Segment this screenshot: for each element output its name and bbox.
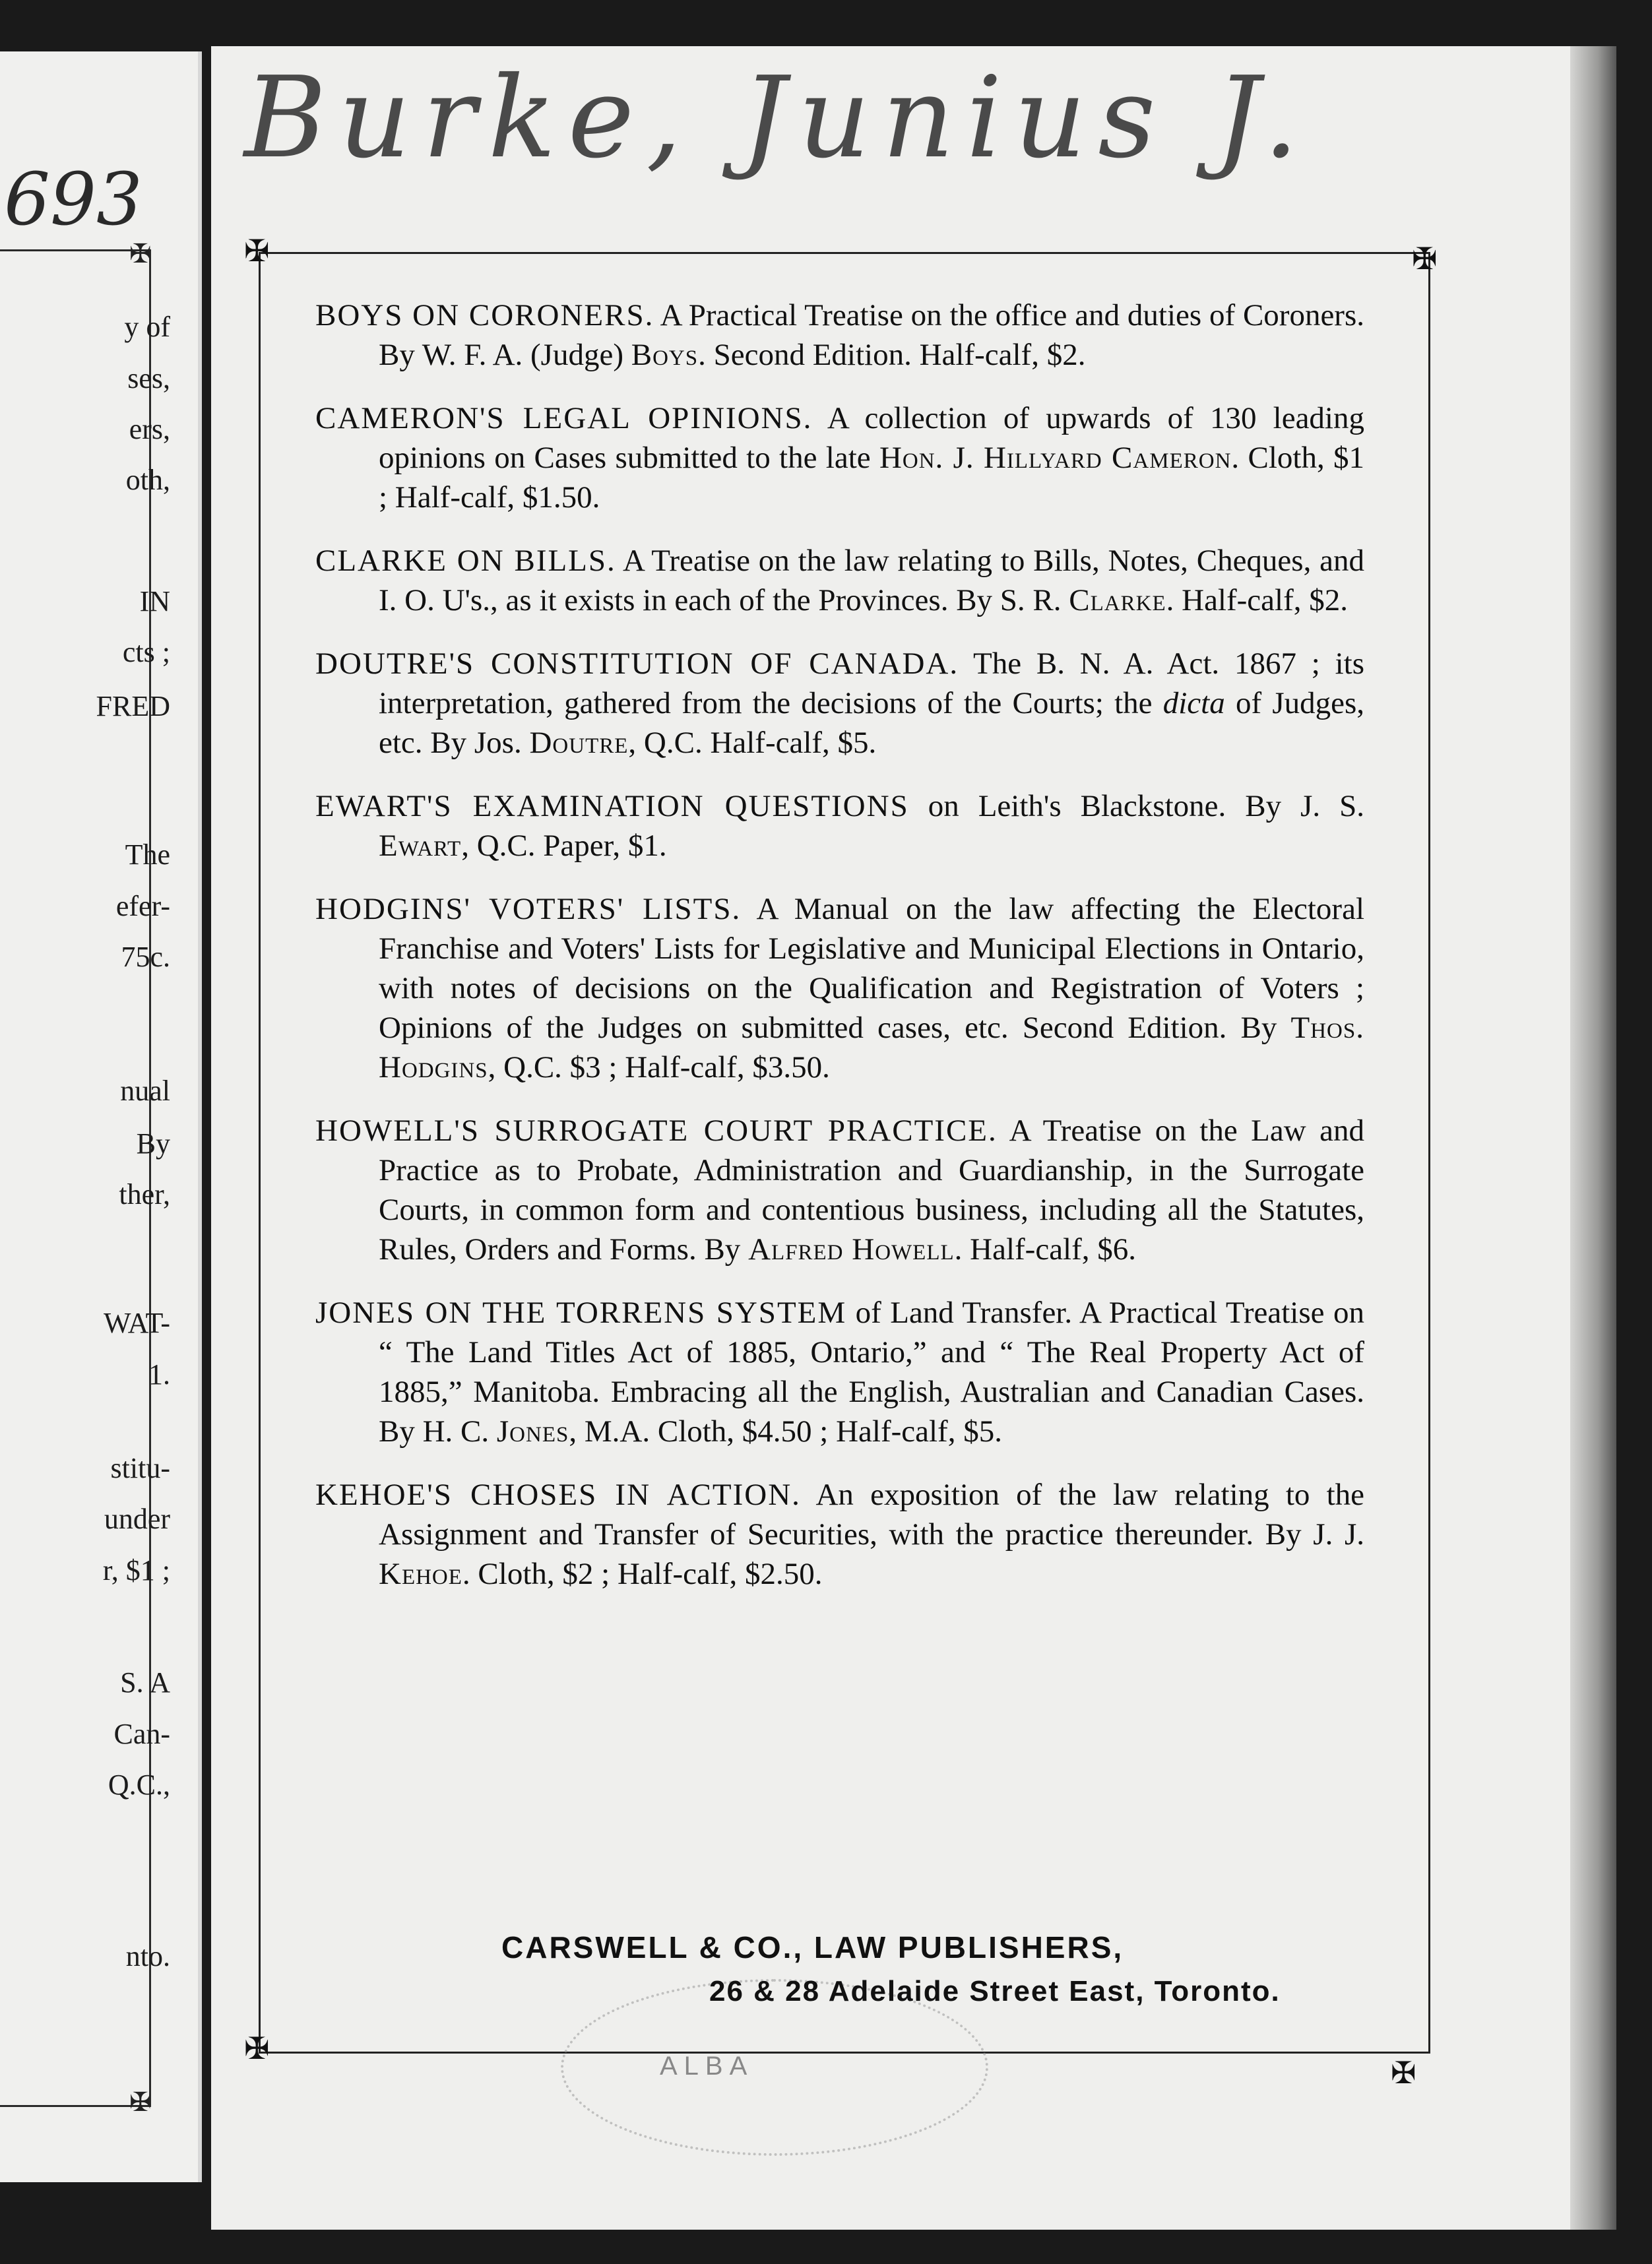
left-page-fragment: r, $1 ; (102, 1554, 170, 1587)
corner-ornament-icon: ✠ (129, 239, 152, 268)
left-page-fragment: 75c. (121, 941, 170, 973)
entry-price: . Half-calf, $6. (954, 1232, 1137, 1267)
entry-description: An exposition of the law relating to the Assignment and Transfer of Securities, with the practice thereunder. By J. J. (379, 1478, 1364, 1552)
left-page-fragment: 1. (148, 1358, 170, 1391)
left-page-fragment: Q.C., (108, 1769, 170, 1801)
left-page-fragment: The (125, 838, 170, 871)
entry-author: Doutre (529, 726, 629, 760)
entry-author: Ewart (379, 829, 462, 863)
entry-author: Kehoe (379, 1557, 462, 1591)
entry-description: of Judges, etc. By Jos. (379, 686, 1365, 760)
entry-author: Hon. J. Hillyard Cameron (879, 441, 1232, 475)
left-page-fragment: under (104, 1503, 170, 1535)
left-page-fragment: ses, (127, 362, 170, 394)
entry-price: . Cloth, $2 ; Half-calf, $2.50. (462, 1557, 823, 1591)
corner-ornament-icon: ✠ (244, 234, 270, 268)
left-page-fragment: S. A (120, 1666, 170, 1699)
left-page-fragment: ther, (119, 1178, 170, 1211)
catalog-entry (315, 889, 1364, 1087)
publisher-name: CARSWELL & CO., LAW PUBLISHERS, (501, 1930, 1124, 1965)
left-page-fragment: WAT- (103, 1307, 170, 1339)
left-page-fragment: y of (124, 311, 170, 343)
catalog-entry (315, 296, 1364, 375)
entry-price: . Half-calf, $2. (1166, 583, 1348, 617)
entry-author: Clarke (1069, 583, 1166, 617)
entry-title: HOWELL'S SURROGATE COURT PRACTICE. (315, 1114, 998, 1148)
catalog-entry (315, 644, 1364, 763)
entry-author: Boys (631, 338, 699, 372)
entry-title: JONES ON THE TORRENS SYSTEM (315, 1296, 847, 1330)
catalog-entry (315, 398, 1364, 517)
entry-description: on Leith's Blackstone. By J. S. (908, 789, 1365, 823)
left-page-fragment: IN (139, 585, 170, 617)
catalog-entry (315, 1475, 1364, 1594)
left-page-number: 693 (4, 157, 143, 241)
entry-price: , Q.C. $3 ; Half-calf, $3.50. (488, 1050, 830, 1085)
entry-author: Jones (496, 1414, 569, 1449)
left-page-fragment: efer- (115, 890, 170, 922)
entry-price: . Cloth, $1 ; Half-calf, $1.50. (379, 441, 1365, 515)
library-stamp-text: ALBA (660, 2052, 754, 2081)
left-page-fragment: ers, (129, 413, 170, 445)
entry-author: Thos. Hodgins (379, 1011, 1364, 1085)
left-page-fragment: oth, (125, 464, 170, 496)
entry-title: DOUTRE'S CONSTITUTION OF CANADA. (315, 646, 959, 681)
handwritten-signature: Burke, Junius J. (244, 53, 1311, 183)
left-page-fragment: nual (120, 1075, 170, 1107)
left-page-fragment: stitu- (110, 1452, 170, 1484)
corner-ornament-icon: ✠ (1412, 242, 1438, 276)
entry-title: KEHOE'S CHOSES IN ACTION. (315, 1478, 801, 1512)
page-edge-shadow (1570, 46, 1616, 2230)
publisher-address: 26 & 28 Adelaide Street East, Toronto. (709, 1975, 1281, 2007)
entry-description: of Land Transfer. A Practical Treatise on “ The Land Titles Act of 1885, Ontario,” and “ The Real Property Act of 1885,” Manitoba. Embracing all the English, Australian and Canadian Cases. By H. C. (379, 1296, 1364, 1449)
entry-description: A Treatise on the law relating to Bills, Notes, Cheques, and I. O. U's., as it exists in each of the Provinces. By S. R. (379, 544, 1364, 617)
entry-price: , Q.C. Paper, $1. (461, 829, 667, 863)
left-page-fragment: By (136, 1127, 170, 1160)
left-facing-page (0, 51, 202, 2182)
entry-description: A Treatise on the Law and Practice as to Probate, Administration and Guardianship, in the Surrogate Courts, in common form and contentious business, including all the Statutes, Rules, Orders and Forms. By (379, 1114, 1364, 1267)
left-page-fragment: nto. (125, 1940, 170, 1972)
entry-price: , M.A. Cloth, $4.50 ; Half-calf, $5. (569, 1414, 1002, 1449)
corner-ornament-icon: ✠ (244, 2032, 270, 2065)
corner-ornament-icon: ✠ (1391, 2056, 1416, 2090)
left-page-fragment: cts ; (122, 636, 170, 668)
entry-italic: dicta (1162, 686, 1225, 720)
entry-description: The B. N. A. Act. 1867 ; its interpretation, gathered from the decisions of the Courts; the (379, 646, 1365, 720)
corner-ornament-icon: ✠ (129, 2087, 152, 2117)
entry-title: CLARKE ON BILLS. (315, 544, 616, 578)
catalog-entry (315, 1293, 1364, 1451)
entry-author: Alfred Howell (748, 1232, 955, 1267)
entry-title: EWART'S EXAMINATION QUESTIONS (315, 789, 909, 823)
entry-title: HODGINS' VOTERS' LISTS. (315, 892, 742, 926)
catalog-entry (315, 1111, 1364, 1269)
entry-price: , Q.C. Half-calf, $5. (628, 726, 877, 760)
left-page-fragment: Can- (113, 1718, 170, 1750)
entry-price: . Second Edition. Half-calf, $2. (698, 338, 1086, 372)
entry-description: A collection of upwards of 130 leading opinions on Cases submitted to the late (379, 401, 1364, 475)
catalog-entry (315, 541, 1364, 620)
catalog-entry (315, 786, 1364, 865)
catalog-entries (315, 296, 1364, 1618)
left-page-fragment: FRED (96, 690, 170, 722)
entry-title: BOYS ON CORONERS. (315, 298, 654, 332)
entry-title: CAMERON'S LEGAL OPINIONS. (315, 401, 813, 435)
entry-description: A Practical Treatise on the office and duties of Coroners. By W. F. A. (Judge) (379, 298, 1364, 372)
entry-description: A Manual on the law affecting the Electoral Franchise and Voters' Lists for Legislative and Municipal Elections in Ontario, with notes of decisions on the Qualification and Registration of Voters ; Opinions of the Judges on submitted cases, etc. Second Edition. By (379, 892, 1365, 1045)
